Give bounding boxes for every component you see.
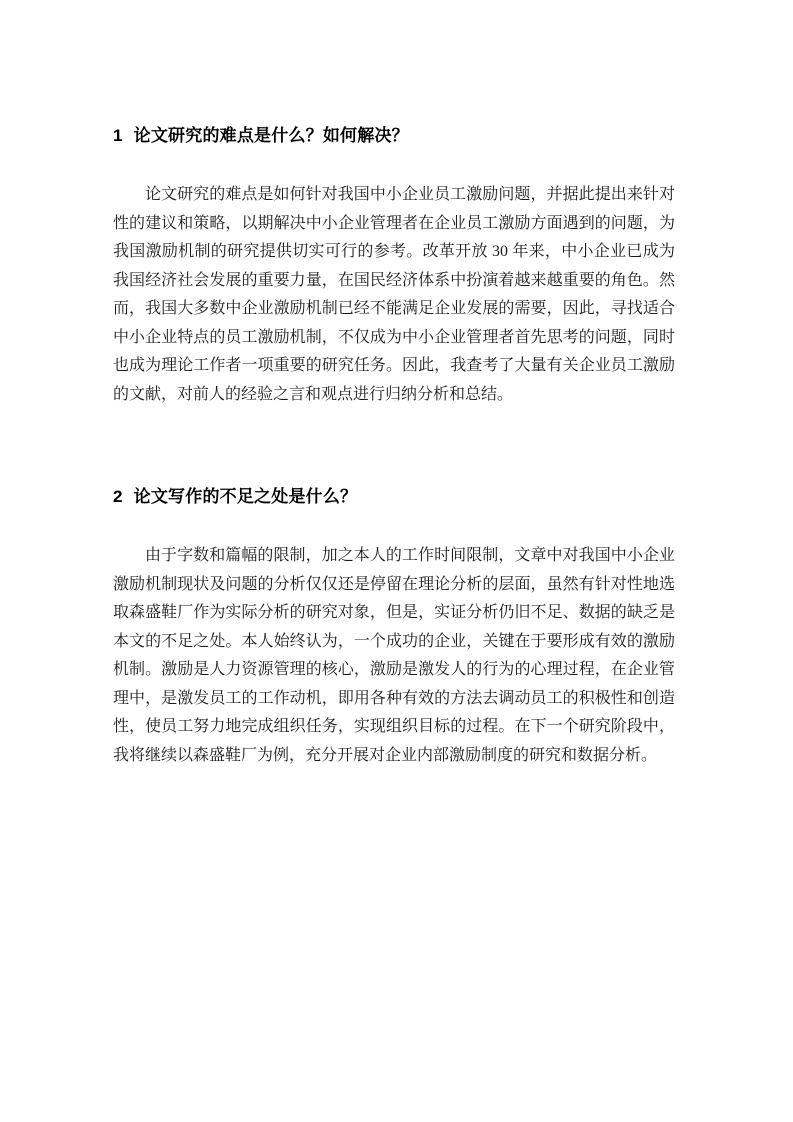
section-2-paragraph: 由于字数和篇幅的限制，加之本人的工作时间限制，文章中对我国中小企业激励机制现状及问题的分析仅仅还是停留在理论分析的层面，虽然有针对性地选取森盛鞋厂作为实际分析的研究对象，但是，实证分析仍旧不足、数据的缺乏是本文的不足之处。本人始终认为，一个成功的企业，关键在于要形成有效的激励机制。激励是人力资源管理的核心，激励是激发人的行为的心理过程，在企业管理中，是激发员工的工作动机，即用各种有效的方法去调动员工的积极性和创造性，使员工努力地完成组织任务，实现组织目标的过程。在下一个研究阶段中，我将继续以森盛鞋厂为例，充分开展对企业内部激励制度的研究和数据分析。 xyxy=(113,547,675,764)
document-content xyxy=(113,123,675,770)
section-2-heading-text: 论文写作的不足之处是什么？ xyxy=(133,487,358,506)
section-1 xyxy=(113,123,675,409)
section-1-heading-text: 论文研究的难点是什么？如何解决？ xyxy=(133,126,409,145)
section-1-paragraph: 论文研究的难点是如何针对我国中小企业员工激励问题，并据此提出来针对性的建议和策略，以期解决中小企业管理者在企业员工激励方面遇到的问题，为我国激励机制的研究提供切实可行的参考。改革开放 30 年来，中小企业已成为我国经济社会发展的重要力量，在国民经济体系中扮演着越来越重要的角色。然而，我国大多数中企业激励机制已经不能满足企业发展的需要，因此，寻找适合中小企业特点的员工激励机制，不仅成为中小企业管理者首先思考的问题，同时也成为理论工作者一项重要的研究任务。因此，我查考了大量有关企业员工激励的文献，对前人的经验之言和观点进行归纳分析和总结。 xyxy=(113,186,675,403)
section-2-heading-number: 2 xyxy=(113,487,123,506)
section-2 xyxy=(113,484,675,770)
section-1-heading-number: 1 xyxy=(113,126,123,145)
section-1-heading xyxy=(113,123,675,149)
section-2-heading xyxy=(113,484,675,510)
